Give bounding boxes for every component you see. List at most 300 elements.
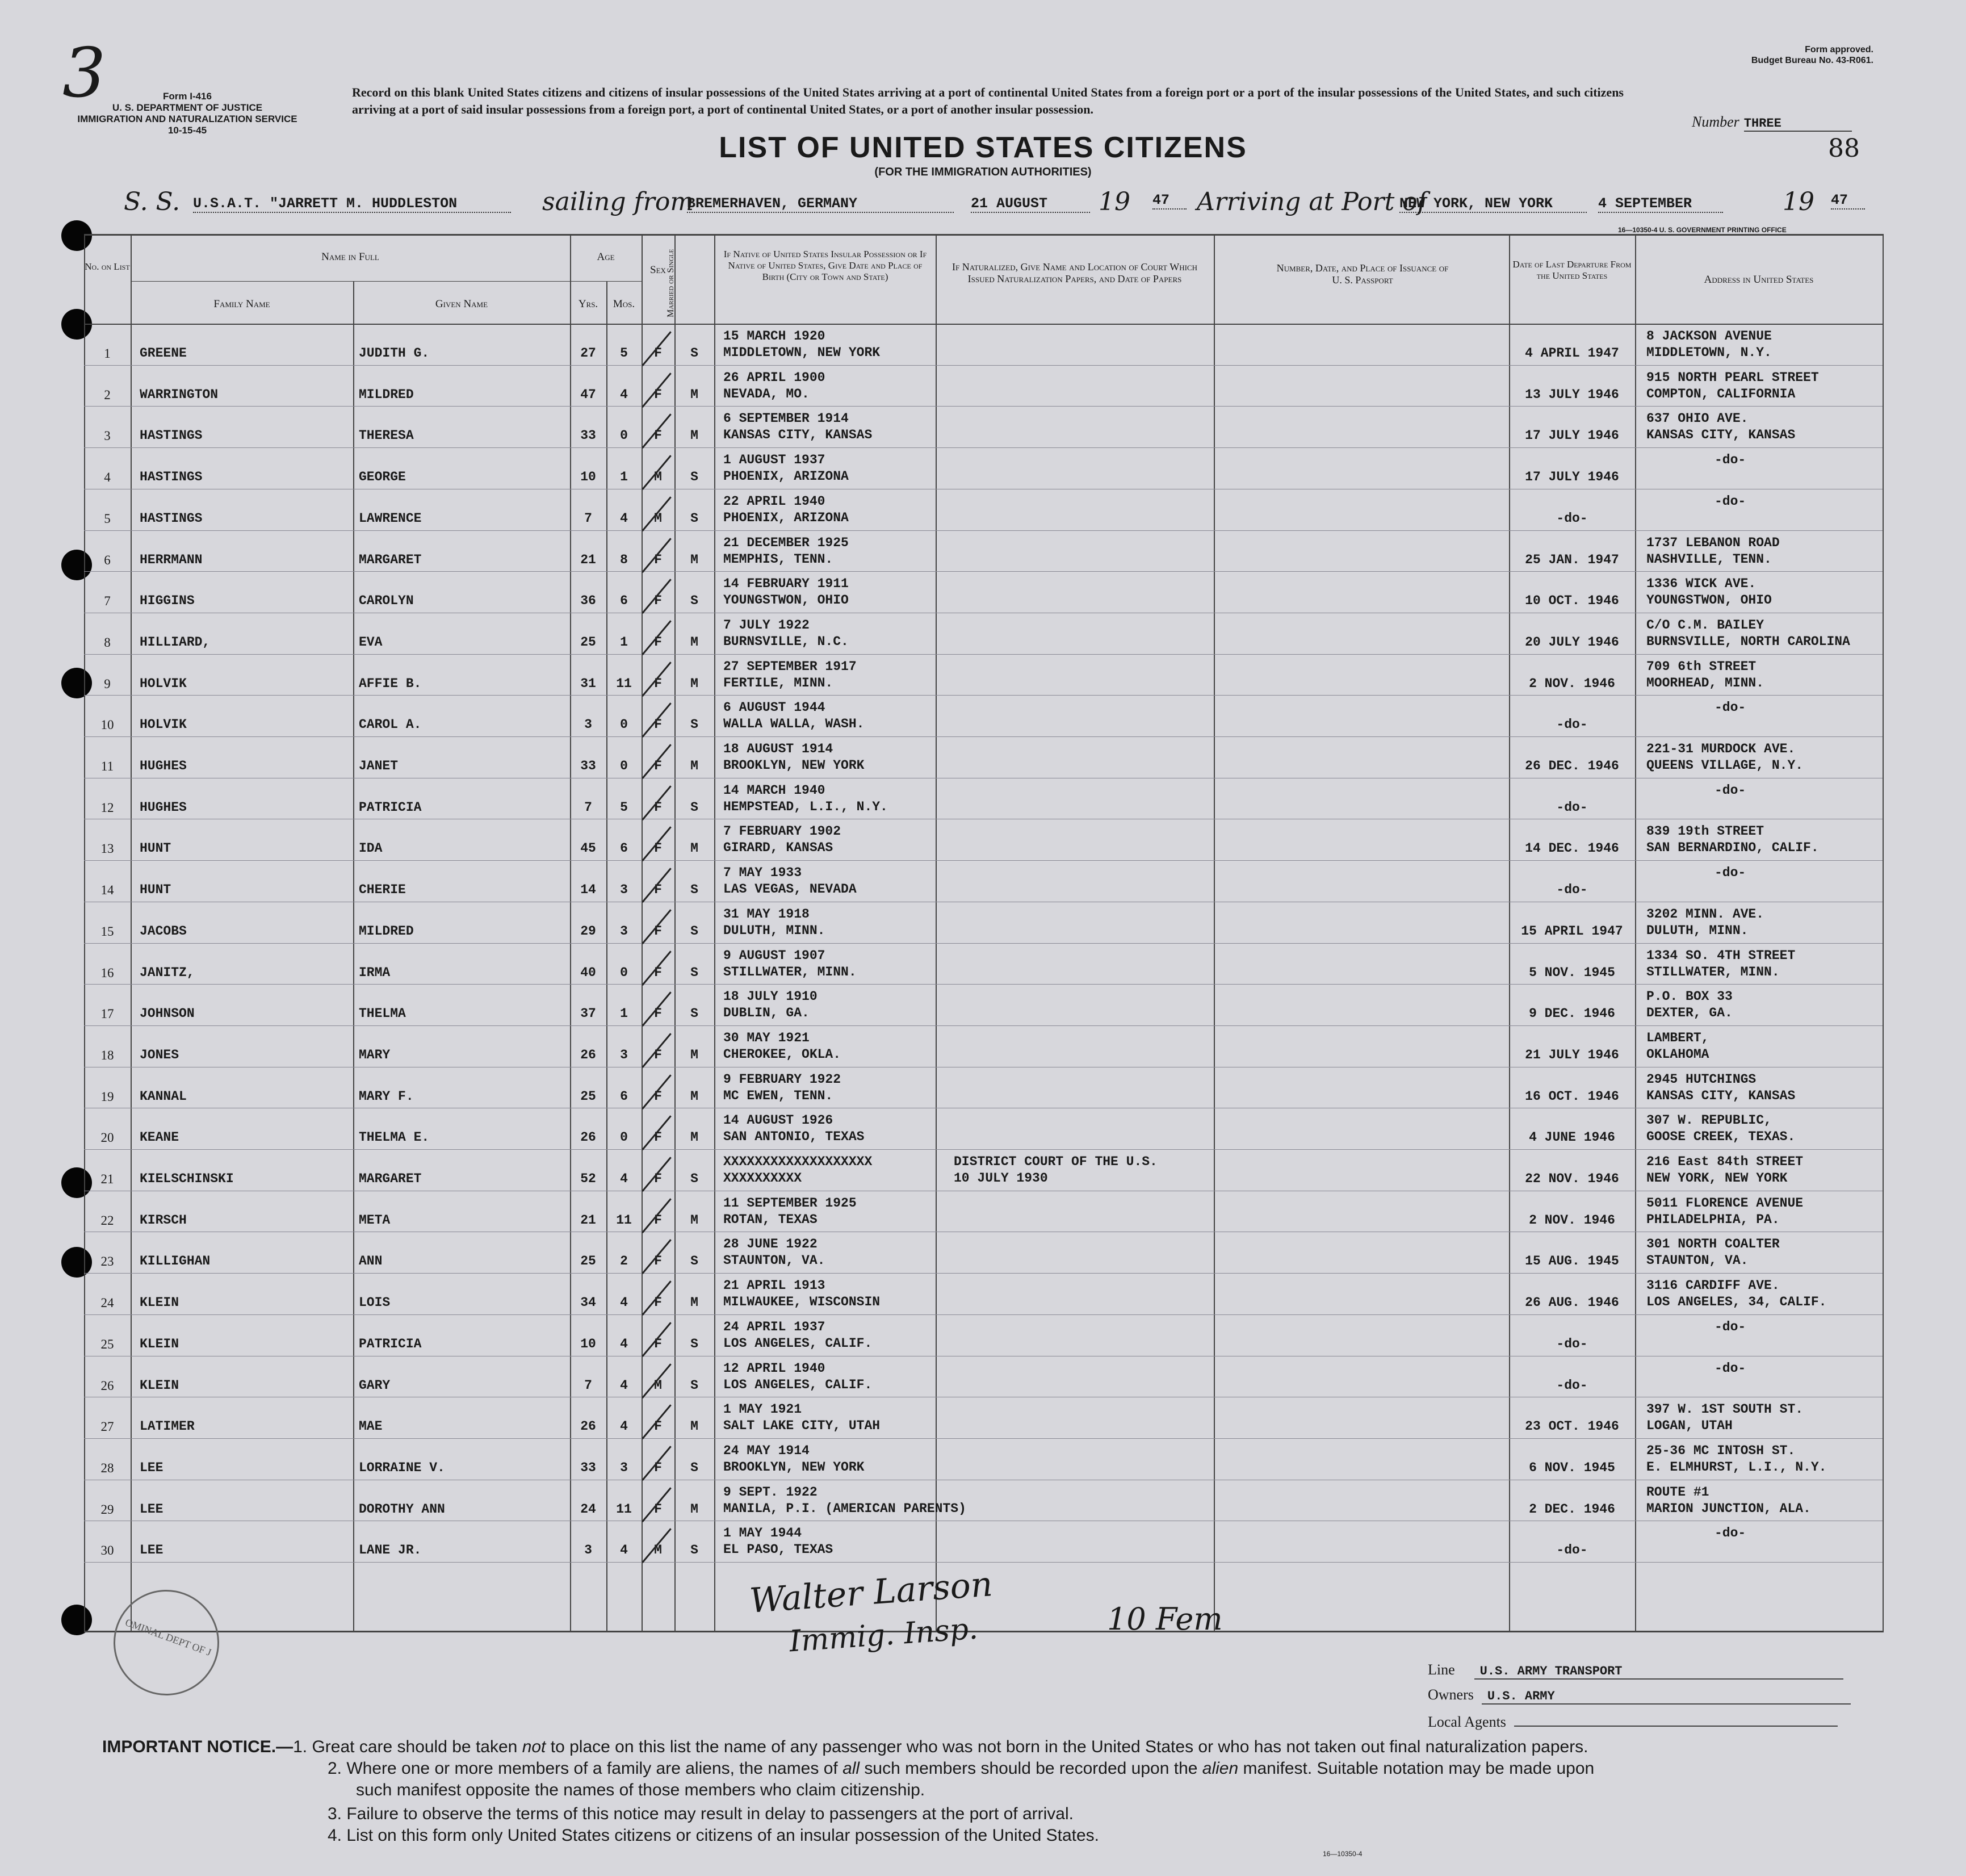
us-address-line-2: BURNSVILLE, NORTH CAROLINA [1646,634,1850,649]
stamp-text: OMINAL DEPT OF J [124,1616,213,1659]
age-years: 25 [580,635,596,650]
birth-info-line-2: STAUNTON, VA. [723,1253,825,1268]
birth-info-line-2: SAN ANTONIO, TEXAS [723,1129,865,1144]
given-name: THELMA E. [359,1130,430,1145]
us-address-line-1: 915 NORTH PEARL STREET [1646,370,1819,385]
arrival-year: 47 [1831,192,1865,210]
age-years: 31 [580,676,596,691]
row-number: 6 [104,553,111,567]
sex: F [654,1006,662,1021]
last-departure-date: 16 OCT. 1946 [1525,1089,1619,1104]
family-name: KIRSCH [140,1213,187,1228]
row-divider [84,1149,1883,1150]
birth-info-line-2: PHOENIX, ARIZONA [723,510,849,525]
age-years: 36 [580,593,596,608]
us-address-line-2: STAUNTON, VA. [1646,1253,1749,1268]
birth-info-line-1: 18 JULY 1910 [723,989,818,1004]
age-months: 3 [620,1048,628,1062]
marital-status: M [690,552,698,567]
marital-status: S [690,882,698,897]
sex: F [654,1213,662,1228]
given-name: IRMA [359,965,391,980]
age-months: 11 [616,1213,632,1228]
us-address-line-1: 1336 WICK AVE. [1646,576,1757,591]
row-number: 3 [104,429,111,443]
birth-info [723,411,872,443]
row-number: 22 [100,1213,114,1228]
marital-status: S [690,1254,698,1268]
birth-info [723,328,880,361]
birth-info-line-1: 9 AUGUST 1907 [723,948,825,963]
given-name: MAE [359,1419,383,1434]
birth-info-line-1: 21 DECEMBER 1925 [723,535,849,550]
service-name: IMMIGRATION AND NATURALIZATION SERVICE [77,114,297,124]
line-label: Line [1428,1661,1455,1678]
row-divider [84,1562,1883,1563]
birth-info-line-2: DULUTH, MINN. [723,923,825,938]
us-address-line-2: YOUNGSTWON, OHIO [1646,593,1772,608]
birth-info-line-2: LOS ANGELES, CALIF. [723,1336,873,1351]
age-years: 7 [584,800,592,815]
us-address-line-2: QUEENS VILLAGE, N.Y. [1646,758,1804,773]
family-name: KLEIN [140,1295,179,1310]
sex: M [654,470,662,484]
family-name: HUGHES [140,800,187,815]
inspector-signature: Walter Larson [748,1564,994,1621]
marital-status: S [690,717,698,732]
given-name: MILDRED [359,924,414,939]
sex: F [654,1254,662,1268]
last-departure-date: 25 JAN. 1947 [1525,552,1619,567]
given-name: META [359,1213,391,1228]
us-address-line-2: MARION JUNCTION, ALA. [1646,1501,1811,1516]
us-address-line-1: 2945 HUTCHINGS [1646,1072,1757,1087]
ship-name: U.S.A.T. "JARRETT M. HUDDLESTON [193,195,511,213]
row-number: 25 [100,1337,114,1351]
us-address-line-1: 8 JACKSON AVENUE [1646,329,1772,344]
age-months: 1 [620,635,628,650]
given-name: THERESA [359,428,414,443]
us-address [1646,1443,1826,1476]
marital-status: S [690,924,698,939]
us-address-line-2: DULUTH, MINN. [1646,923,1749,938]
agents-label: Local Agents [1428,1714,1506,1730]
birth-info [723,865,857,898]
family-name: WARRINGTON [140,387,219,402]
birth-info-line-2: KANSAS CITY, KANSAS [723,428,873,442]
row-divider [84,1025,1883,1026]
us-address-line-2: -do- [1715,783,1746,798]
birth-info [723,576,849,609]
us-address-line-1: 1334 SO. 4TH STREET [1646,948,1796,963]
birth-info [723,906,825,939]
birth-info-line-2: NEVADA, MO. [723,387,810,401]
form-date: 10-15-45 [167,125,207,136]
age-years: 25 [580,1089,596,1104]
age-months: 0 [620,965,628,980]
birth-info-line-2: BURNSVILLE, N.C. [723,634,849,649]
us-address [1646,411,1795,443]
family-name: LEE [140,1543,164,1557]
age-months: 0 [620,717,628,732]
age-months: 4 [620,1295,628,1310]
row-number: 8 [104,635,111,650]
sex: F [654,882,662,897]
us-address-line-2: LOS ANGELES, 34, CALIF. [1646,1295,1827,1309]
last-departure-date: 17 JULY 1946 [1525,428,1619,443]
naturalization-info-line-1: DISTRICT COURT OF THE U.S. [954,1154,1158,1169]
birth-info [723,452,849,485]
age-months: 4 [620,1419,628,1434]
birth-info-line-2: PHOENIX, ARIZONA [723,469,849,484]
row-divider [84,406,1883,407]
marital-status: S [690,800,698,815]
sex: M [654,1543,662,1557]
birth-info-line-1: 14 FEBRUARY 1911 [723,576,849,591]
family-name: LEE [140,1460,164,1475]
age-months: 0 [620,759,628,773]
us-address-line-2: GOOSE CREEK, TEXAS. [1646,1129,1796,1144]
birth-info [723,823,841,856]
us-address [1646,989,1733,1021]
birth-info [723,1319,872,1352]
sex: M [654,511,662,526]
sex: M [654,1378,662,1393]
us-address-line-1: 637 OHIO AVE. [1646,411,1749,426]
given-name: CAROLYN [359,593,414,608]
birth-info-line-2: HEMPSTEAD, L.I., N.Y. [723,799,888,814]
last-departure-date: 2 DEC. 1946 [1529,1502,1615,1517]
birth-info-line-2: LAS VEGAS, NEVADA [723,882,857,897]
col-header-sex: Sex [650,264,666,276]
row-number: 2 [104,388,111,402]
given-name: DOROTHY ANN [359,1502,445,1517]
birth-info-line-1: 12 APRIL 1940 [723,1361,825,1376]
col-header-passport: Number, Date, and Place of Issuance of U. S. Passport [1276,262,1449,286]
col-header-age: Age [597,251,615,263]
us-address-line-2: -do- [1715,700,1746,715]
notice-line-2b: such manifest opposite the names of those members who claim citizenship. [356,1781,925,1799]
given-name: LAWRENCE [359,511,422,526]
col-header-months: Mos. [613,298,635,310]
birth-info-line-2: DUBLIN, GA. [723,1006,810,1020]
row-number: 5 [104,512,111,526]
birth-info-line-1: 30 MAY 1921 [723,1031,810,1045]
sailing-year: 47 [1152,192,1187,210]
marital-status: S [690,1460,698,1475]
given-name: AFFIE B. [359,676,422,691]
marital-status: S [690,470,698,484]
given-name: MARGARET [359,1171,422,1186]
age-months: 3 [620,882,628,897]
family-name: HASTINGS [140,511,203,526]
family-name: HASTINGS [140,428,203,443]
us-address-line-2: SAN BERNARDINO, CALIF. [1646,840,1819,855]
birth-info [723,1154,872,1187]
inspector-title: Immig. Insp. [788,1611,979,1659]
birth-info-line-2: MANILA, P.I. (AMERICAN PARENTS) [723,1501,966,1516]
age-months: 5 [620,800,628,815]
birth-info [723,1278,880,1310]
age-months: 4 [620,511,628,526]
row-divider [84,447,1883,448]
last-departure-date: 5 NOV. 1945 [1529,965,1615,980]
us-address [1646,865,1746,881]
record-instructions: Record on this blank United States citizens and citizens of insular possessions of the United States arriving at a port of continental United States from a foreign port or a port of the insular possessions of the United States, and such citizens arriving at a port of said insular possessions from a foreign port, a port of continental United States, or a port of another insular possession. [352,85,1624,116]
family-name: GREENE [140,346,187,361]
last-departure-date: 20 JULY 1946 [1525,635,1619,650]
row-number: 29 [100,1502,114,1517]
owners-value: U.S. ARMY [1482,1689,1851,1705]
row-number: 24 [100,1296,114,1310]
row-number: 18 [100,1048,114,1062]
age-years: 29 [580,924,596,939]
notice-1-emphasis: not [522,1737,546,1756]
birth-info [723,989,818,1021]
row-number: 7 [104,594,111,608]
birth-info-line-1: 9 FEBRUARY 1922 [723,1072,841,1087]
us-address [1646,493,1746,510]
age-months: 2 [620,1254,628,1268]
row-divider [84,1314,1883,1315]
row-number: 27 [100,1419,114,1434]
given-name: MARGARET [359,552,422,567]
birth-info-line-1: 18 AUGUST 1914 [723,742,833,756]
family-name: HOLVIK [140,676,187,691]
row-divider [84,943,1883,944]
row-number: 11 [100,759,114,773]
last-departure-date: -do- [1556,882,1588,897]
birth-info-line-2: ROTAN, TEXAS [723,1212,818,1227]
age-years: 7 [584,511,592,526]
us-address [1646,1195,1803,1228]
last-departure-date: -do- [1556,1543,1588,1557]
age-years: 26 [580,1130,596,1145]
us-address [1646,1154,1803,1187]
sex: F [654,428,662,443]
row-divider [84,365,1883,366]
sex: F [654,1502,662,1517]
us-address-line-1: ROUTE #1 [1646,1485,1709,1500]
us-address [1646,535,1780,568]
sex: F [654,759,662,773]
notice-line-2 [328,1758,1594,1779]
sex: F [654,552,662,567]
birth-info-line-1: 11 SEPTEMBER 1925 [723,1196,857,1211]
marital-status: M [690,387,698,402]
family-name: KILLIGHAN [140,1254,211,1268]
sex: F [654,1171,662,1186]
row-number: 4 [104,470,111,484]
birth-info-line-2: MILWAUKEE, WISCONSIN [723,1295,881,1309]
us-address-line-2: NASHVILLE, TENN. [1646,552,1772,567]
page-title: LIST OF UNITED STATES CITIZENS [719,131,1247,164]
row-number: 20 [100,1130,114,1145]
page-number: 88 [1828,134,1860,163]
us-address-line-1: 25-36 MC INTOSH ST. [1646,1443,1796,1458]
family-name: JONES [140,1048,179,1062]
sex: F [654,1089,662,1104]
marital-status: S [690,1006,698,1021]
age-months: 4 [620,1337,628,1351]
sex: F [654,717,662,732]
row-number: 16 [100,966,114,980]
last-departure-date: 10 OCT. 1946 [1525,593,1619,608]
us-address [1646,328,1772,361]
birth-info [723,741,864,774]
sex: F [654,841,662,856]
line-value: U.S. ARMY TRANSPORT [1474,1664,1843,1680]
last-departure-date: 26 AUG. 1946 [1525,1295,1619,1310]
birth-info-line-2: YOUNGSTWON, OHIO [723,593,849,608]
us-address-line-1: 216 East 84th STREET [1646,1154,1804,1169]
agents-value [1514,1726,1838,1727]
us-address-line-1: 397 W. 1ST SOUTH ST. [1646,1402,1804,1417]
marital-status: M [690,1213,698,1228]
marital-status: M [690,428,698,443]
us-address [1646,906,1764,939]
arriving-label: Arriving at Port of [1197,187,1427,216]
us-address [1646,370,1819,403]
row-number: 1 [104,346,111,361]
row-number: 17 [100,1007,114,1021]
sex: F [654,1337,662,1351]
sex: F [654,800,662,815]
given-name: THELMA [359,1006,406,1021]
us-address-line-1: 1737 LEBANON ROAD [1646,535,1780,550]
last-departure-date: 22 NOV. 1946 [1525,1171,1619,1186]
us-address [1646,1030,1709,1063]
age-years: 25 [580,1254,596,1268]
family-name: HUNT [140,841,171,856]
marital-status: S [690,1543,698,1557]
birth-info [723,659,857,692]
col-header-naturalized: If Naturalized, Give Name and Location of Court Which Issued Naturalization Papers, and Date of Papers [951,261,1198,284]
us-address [1646,823,1819,856]
family-name: HASTINGS [140,470,203,484]
sailing-label: sailing from [542,187,694,216]
age-years: 10 [580,470,596,484]
age-years: 24 [580,1502,596,1517]
marital-status: S [690,965,698,980]
marital-status: S [690,1171,698,1186]
marital-status: M [690,1502,698,1517]
arrival-year-prefix: 19 [1783,187,1814,216]
birth-info-line-1: 21 APRIL 1913 [723,1278,825,1293]
female-tally: 10 Fem [1107,1601,1223,1637]
birth-info-line-1: 24 APRIL 1937 [723,1320,825,1334]
page-subtitle: (FOR THE IMMIGRATION AUTHORITIES) [874,166,1092,178]
birth-info-line-1: 7 FEBRUARY 1902 [723,824,841,839]
marital-status: M [690,676,698,691]
sex: F [654,924,662,939]
birth-info [723,948,857,981]
sex: F [654,1048,662,1062]
age-months: 6 [620,1089,628,1104]
last-departure-date: 2 NOV. 1946 [1529,676,1615,691]
sex: F [654,965,662,980]
us-address-line-1: 301 NORTH COALTER [1646,1237,1780,1251]
us-address-line-2: -do- [1715,1320,1746,1334]
us-address-line-2: MOORHEAD, MINN. [1646,676,1764,690]
birth-info [723,370,825,403]
us-address [1646,700,1746,716]
birth-info-line-2: CHEROKEE, OKLA. [723,1047,841,1062]
corner-number: 3 [62,34,106,113]
birth-info-line-2: EL PASO, TEXAS [723,1542,833,1557]
departure-port: BREMERHAVEN, GERMANY [687,195,954,213]
arrival-port: NEW YORK, NEW YORK [1399,195,1587,213]
given-name: ANN [359,1254,383,1268]
birth-info-line-1: XXXXXXXXXXXXXXXXXXX [723,1154,873,1169]
sex: F [654,635,662,650]
col-header-address: Address in United States [1704,274,1814,286]
sex: F [654,346,662,361]
us-address-line-1: 221-31 MURDOCK AVE. [1646,742,1796,756]
birth-info-line-2: BROOKLYN, NEW YORK [723,758,865,773]
printing-office-code: 16—10350-4 U. S. GOVERNMENT PRINTING OFFICE [1618,226,1787,234]
notice-2-text: 2. Where one or more members of a family are aliens, the names of [328,1759,843,1778]
marital-status: S [690,1337,698,1351]
form-number: Form I-416 [163,91,212,102]
given-name: CHERIE [359,882,406,897]
col-header-years: Yrs. [578,298,598,310]
given-name: EVA [359,635,383,650]
notice-2-emphasis-alien: alien [1202,1759,1239,1778]
given-name: PATRICIA [359,1337,422,1351]
col-header-family-name: Family Name [213,298,270,310]
us-address-line-2: -do- [1715,453,1746,467]
last-departure-date: 23 OCT. 1946 [1525,1419,1619,1434]
birth-info-line-2: XXXXXXXXXX [723,1171,802,1186]
age-years: 3 [584,1543,592,1557]
form-approval [1726,44,1873,66]
col-header-given-name: Given Name [435,298,488,310]
last-departure-date: 21 JULY 1946 [1525,1048,1619,1062]
budget-bureau-number: Budget Bureau No. 43-R061. [1751,56,1873,65]
birth-info [723,1401,880,1434]
marital-status: M [690,1419,698,1434]
birth-info-line-2: LOS ANGELES, CALIF. [723,1377,873,1392]
row-divider [84,736,1883,737]
us-address-line-2: -do- [1715,865,1746,880]
age-years: 40 [580,965,596,980]
row-number: 21 [100,1172,114,1186]
col-header-name-in-full: Name in Full [321,251,379,263]
birth-info-line-2: STILLWATER, MINN. [723,965,857,979]
age-months: 0 [620,428,628,443]
birth-info-line-1: 22 APRIL 1940 [723,494,825,509]
birth-info-line-1: 1 AUGUST 1937 [723,453,825,467]
age-years: 33 [580,428,596,443]
birth-info-line-1: 24 MAY 1914 [723,1443,810,1458]
birth-info [723,493,849,526]
row-divider [84,571,1883,572]
age-years: 21 [580,1213,596,1228]
arrival-date: 4 SEPTEMBER [1598,195,1723,213]
birth-info [723,782,888,815]
given-name: MARY F. [359,1089,414,1104]
notice-line-4: 4. List on this form only United States citizens or citizens of an insular possession of the United States. [328,1826,1100,1845]
birth-info-line-2: MEMPHIS, TENN. [723,552,833,567]
row-divider [84,984,1883,985]
us-address-line-1: 839 19th STREET [1646,824,1764,839]
us-address [1646,1112,1795,1145]
us-address [1646,1360,1746,1377]
age-years: 45 [580,841,596,856]
us-address-line-2: OKLAHOMA [1646,1047,1709,1062]
us-address [1646,452,1746,468]
